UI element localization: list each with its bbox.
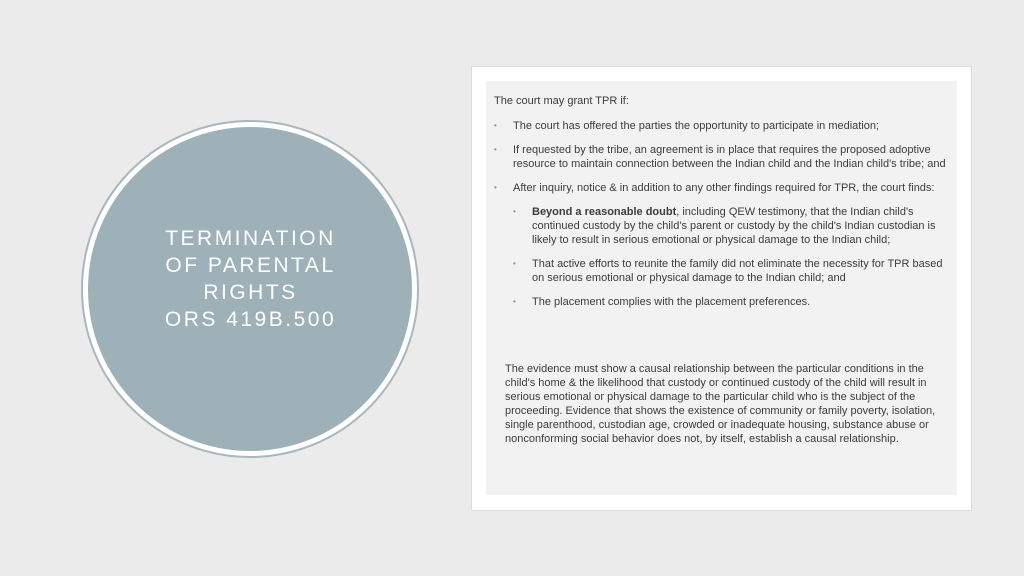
criteria-list	[494, 119, 946, 319]
sub-list-item	[513, 295, 946, 309]
emphasis-text: Beyond a reasonable doubt	[532, 206, 677, 218]
list-item-text: After inquiry, notice & in addition to any other findings required for TPR, the court finds:	[513, 182, 935, 194]
findings-list	[513, 205, 946, 309]
sub-list-item-text: That active efforts to reunite the family did not eliminate the necessity for TPR based on serious emotional or physical damage to the Indian child; and	[532, 258, 943, 284]
content-panel	[486, 81, 957, 495]
list-item	[494, 181, 946, 309]
summary-paragraph: The evidence must show a causal relationship between the particular conditions in the child's home & the likelihood that custody or continued custody of the child will result in serious emotional or physical damage to the particular child who is the subject of the proceeding. Evidence that shows the existence of community or family poverty, isolation, single parenthood, custodian age, crowded or inadequate housing, substance abuse or nonconforming social behavior does not, by itself, establish a causal relationship.	[505, 363, 936, 445]
slide-title	[151, 225, 351, 333]
slide-title-line: RIGHTS	[203, 281, 298, 304]
slide-title-line: OF PARENTAL	[165, 254, 336, 277]
sub-list-item	[513, 205, 946, 247]
sub-list-item-text: , including QEW testimony, that the Indian child's continued custody by the child's parent or custody by the child's Indian custodian is likely to result in serious emotional or physical damage to the Indian child;	[532, 206, 936, 246]
intro-text: The court may grant TPR if:	[494, 95, 629, 107]
list-item: • The court has offered the parties the opportunity to participate in mediation;	[494, 119, 946, 133]
slide-title-line: ORS 419B.500	[164, 308, 337, 331]
title-circle	[88, 127, 412, 451]
sub-list-item-text: The placement complies with the placement preferences.	[532, 296, 811, 308]
slide-title-line: TERMINATION	[165, 227, 336, 250]
list-item: • If requested by the tribe, an agreement is in place that requires the proposed adoptive resource to maintain connection between the Indian child and the Indian child's tribe; and	[494, 143, 946, 171]
sub-list-item	[513, 257, 946, 285]
